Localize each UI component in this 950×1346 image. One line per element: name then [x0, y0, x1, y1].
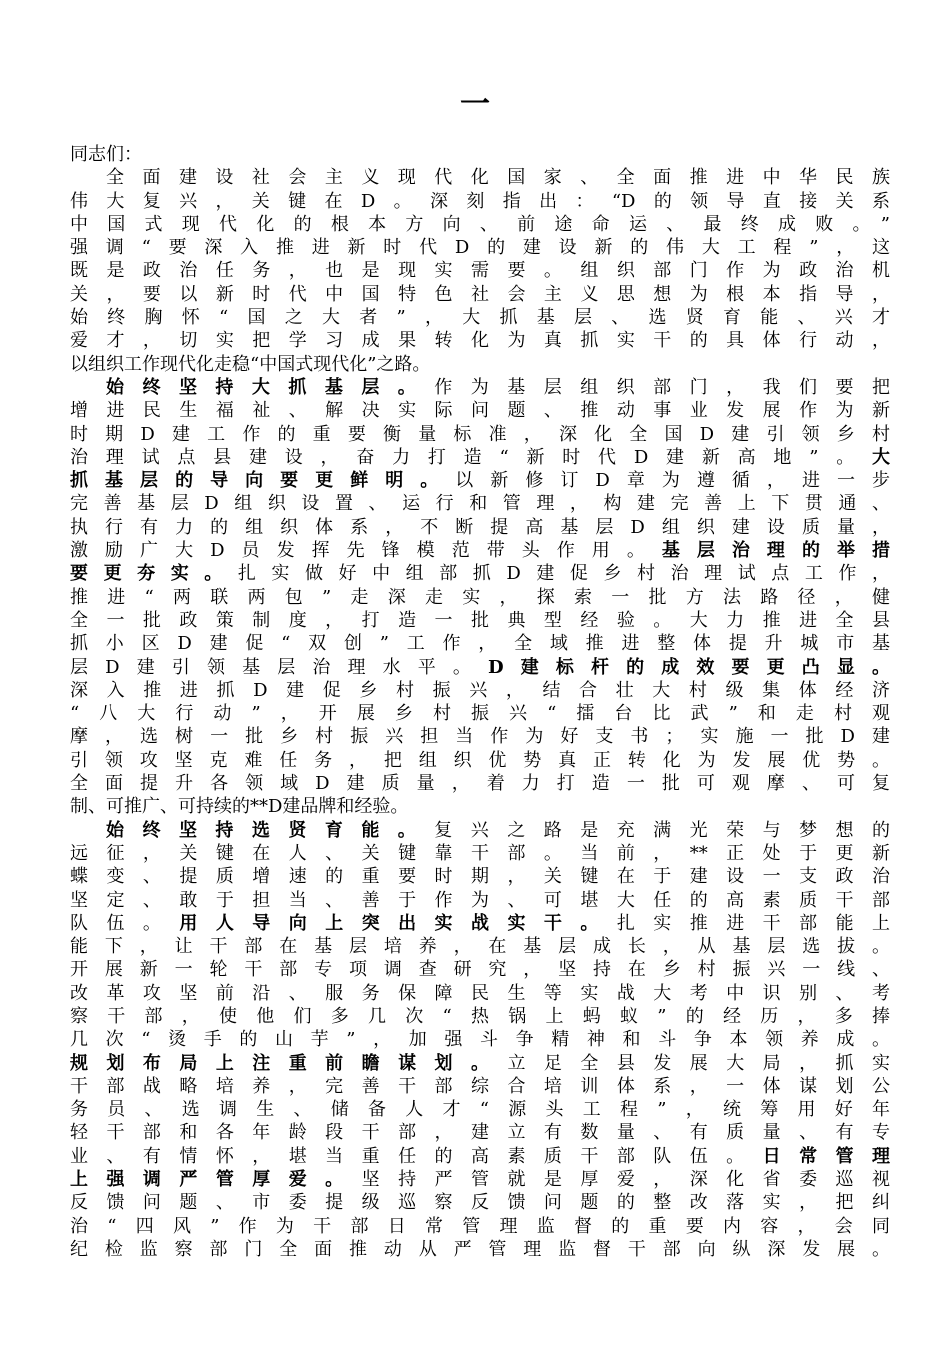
line-text: 治理试点县建设，奋力打造“新时代D建新高地”。 [70, 446, 872, 468]
line-text: 扎实做好中组部抓D建促乡村治理试点工作， [237, 563, 890, 585]
line-text: 干部战略培养，完善干部综合培训体系，一体谋划公 [70, 1075, 890, 1097]
text-line [70, 656, 890, 679]
text-line [70, 399, 890, 422]
line-text: 同志们： [70, 144, 142, 165]
line-text: 爱才，切实把学习成果转化为真抓实干的具体行动， [70, 330, 890, 352]
line-text: 反馈问题、市委提级巡察反馈问题的整改落实，把纠 [70, 1192, 890, 1214]
line-text: 队伍。 [70, 912, 180, 934]
text-line [70, 423, 890, 446]
line-text: 全一批政策制度，打造一批典型经验。大力推进全县 [70, 609, 890, 631]
text-line [70, 306, 890, 329]
bold-phrase: D建标杆的成效要更凸显。 [487, 656, 891, 678]
text-line [70, 1052, 890, 1075]
text-line [70, 632, 890, 655]
text-line [70, 749, 890, 772]
line-text: 察干部，使他们多几次“热锅上蚂蚁”的经历，多捧 [70, 1005, 890, 1027]
line-text: 轻干部和各年龄段干部，建立有数量、有质量、有专 [70, 1122, 890, 1144]
line-text: 层D建引领基层治理水平。 [70, 656, 488, 678]
bold-phrase: 始终坚持大抓基层。 [106, 376, 435, 398]
text-line [70, 772, 890, 795]
line-text: 摩，选树一批乡村振兴担当作为好支书；实施一批D建 [70, 726, 890, 748]
line-text: 始终胸怀“国之大者”，大抓基层、选贤育能、兴才 [70, 307, 890, 329]
line-text: 全面建设社会主义现代化国家、全面推进中华民族 [106, 167, 890, 189]
text-line [70, 609, 890, 632]
text-line [70, 912, 890, 935]
line-text: 改革攻坚前沿、服务保障民生等实战大考中识别、考 [70, 982, 890, 1004]
text-line [70, 725, 890, 748]
line-text: 制、可推广、可持续的**D建品牌和经验。 [70, 796, 409, 818]
line-text: 伟大复兴，关键在D。深刻指出：“D的领导直接关系 [70, 190, 890, 212]
document-body [70, 143, 890, 1261]
line-text: 以新修订D章为遵循，进一步 [455, 470, 891, 492]
text-line [70, 143, 142, 166]
text-line [70, 376, 890, 399]
text-line [70, 236, 890, 259]
line-text: 既是政治任务，也是现实需要。组织部门作为政治机 [70, 260, 890, 282]
line-text: 治“四风”作为干部日常管理监督的重要内容，会同 [70, 1215, 890, 1237]
bold-phrase: 大 [872, 446, 890, 468]
line-text: 深入推进抓D建促乡村振兴，结合壮大村级集体经济 [70, 679, 890, 701]
text-line [70, 795, 890, 818]
text-line [70, 1121, 890, 1144]
line-text: 立足全县发展大局，抓实 [507, 1052, 891, 1074]
text-line [70, 166, 890, 189]
text-line [70, 1168, 890, 1191]
bold-phrase: 始终坚持选贤育能。 [106, 819, 435, 841]
line-text: 全面提升各领域D建质量，着力打造一批可观摩、可复 [70, 773, 890, 795]
line-text: 增进民生福祉、解决实际问题、推动事业发展作为新 [70, 400, 890, 422]
line-text: 强调“要深入推进新时代D的建设新的伟大工程”，这 [70, 237, 890, 259]
line-text: 中国式现代化的根本方向、前途命运、最终成败。” [70, 213, 890, 235]
line-text: 蝶变、提质增速的重要时期，关键在于建设一支政治 [70, 866, 890, 888]
line-text: 坚持严管就是厚爱，深化省委巡视 [361, 1169, 891, 1191]
text-line [70, 1191, 890, 1214]
text-line [70, 819, 890, 842]
text-line [70, 1215, 890, 1238]
text-line [70, 353, 890, 376]
text-line [70, 469, 890, 492]
text-line [70, 562, 890, 585]
text-line [70, 1005, 890, 1028]
line-text: “八大行动”，开展乡村振兴“擂台比武”和走村观 [70, 703, 890, 725]
bold-phrase: 规划布局上注重前瞻谋划。 [70, 1052, 508, 1074]
line-text: 业、有情怀，堪当重任的高素质干部队伍。 [70, 1145, 763, 1167]
text-line [70, 889, 890, 912]
text-line [70, 1238, 890, 1261]
line-text: 几次“烫手的山芋”，加强斗争精神和斗争本领养成。 [70, 1029, 890, 1051]
text-line [70, 1075, 890, 1098]
text-line [70, 446, 890, 469]
line-text: 作为基层组织部门，我们要把 [434, 376, 891, 398]
line-text: 关，要以新时代中国特色社会主义思想为根本指导， [70, 283, 890, 305]
text-line [70, 1145, 890, 1168]
text-line [70, 1028, 890, 1051]
text-line [70, 935, 890, 958]
line-text: 执行有力的组织体系，不断提高基层D组织建设质量， [70, 516, 890, 538]
bold-phrase: 基层治理的举措 [661, 540, 891, 562]
text-line [70, 492, 890, 515]
text-line [70, 702, 890, 725]
text-line [70, 259, 890, 282]
line-text: 能下，让干部在基层培养，在基层成长，从基层选拔。 [70, 936, 890, 958]
bold-phrase: 用人导向上突出实战实干。 [179, 912, 617, 934]
line-text: 坚定、敢于担当、善于作为、可堪大任的高素质干部 [70, 889, 890, 911]
bold-phrase: 要更夯实。 [70, 563, 238, 585]
text-line [70, 329, 890, 352]
bold-phrase: 抓基层的导向要更鲜明。 [70, 470, 456, 492]
line-text: 完善基层D组织设置、运行和管理，构建完善上下贯通、 [70, 493, 890, 515]
text-line [70, 865, 890, 888]
line-text: 远征，关键在人、关键靠干部。当前，**正处于更新 [70, 842, 890, 864]
bold-phrase: 上强调严管厚爱。 [70, 1169, 362, 1191]
text-line [70, 213, 890, 236]
text-line [70, 842, 890, 865]
line-text: 以组织工作现代化走稳“中国式现代化”之路。 [70, 353, 431, 375]
line-text: 纪检监察部门全面推动从严管理监督干部向纵深发展。 [70, 1238, 890, 1260]
text-line [70, 516, 890, 539]
line-text: 复兴之路是充满光荣与梦想的 [434, 819, 891, 841]
text-line [70, 958, 890, 981]
line-text: 引领攻坚克难任务，把组织优势真正转化为发展优势。 [70, 749, 890, 771]
line-text: 务员、选调生、储备人才“源头工程”，统筹用好年 [70, 1099, 890, 1121]
line-text: 抓小区D建促“双创”工作，全域推进整体提升城市基 [70, 633, 890, 655]
bold-phrase: 日常管理 [762, 1145, 891, 1167]
line-text: 推进“两联两包”走深走实，探索一批方法路径，健 [70, 586, 890, 608]
line-text: 时期D建工作的重要衡量标准，深化全国D建引领乡村 [70, 423, 890, 445]
text-line [70, 586, 890, 609]
line-text: 激励广大D员发挥先锋模范带头作用。 [70, 540, 662, 562]
text-line [70, 982, 890, 1005]
page-heading: 一 [460, 87, 490, 122]
line-text: 扎实推进干部能上 [616, 912, 891, 934]
text-line [70, 1098, 890, 1121]
text-line [70, 679, 890, 702]
line-text: 开展新一轮干部专项调查研究，坚持在乡村振兴一线、 [70, 959, 890, 981]
text-line [70, 283, 890, 306]
text-line [70, 539, 890, 562]
text-line [70, 190, 890, 213]
